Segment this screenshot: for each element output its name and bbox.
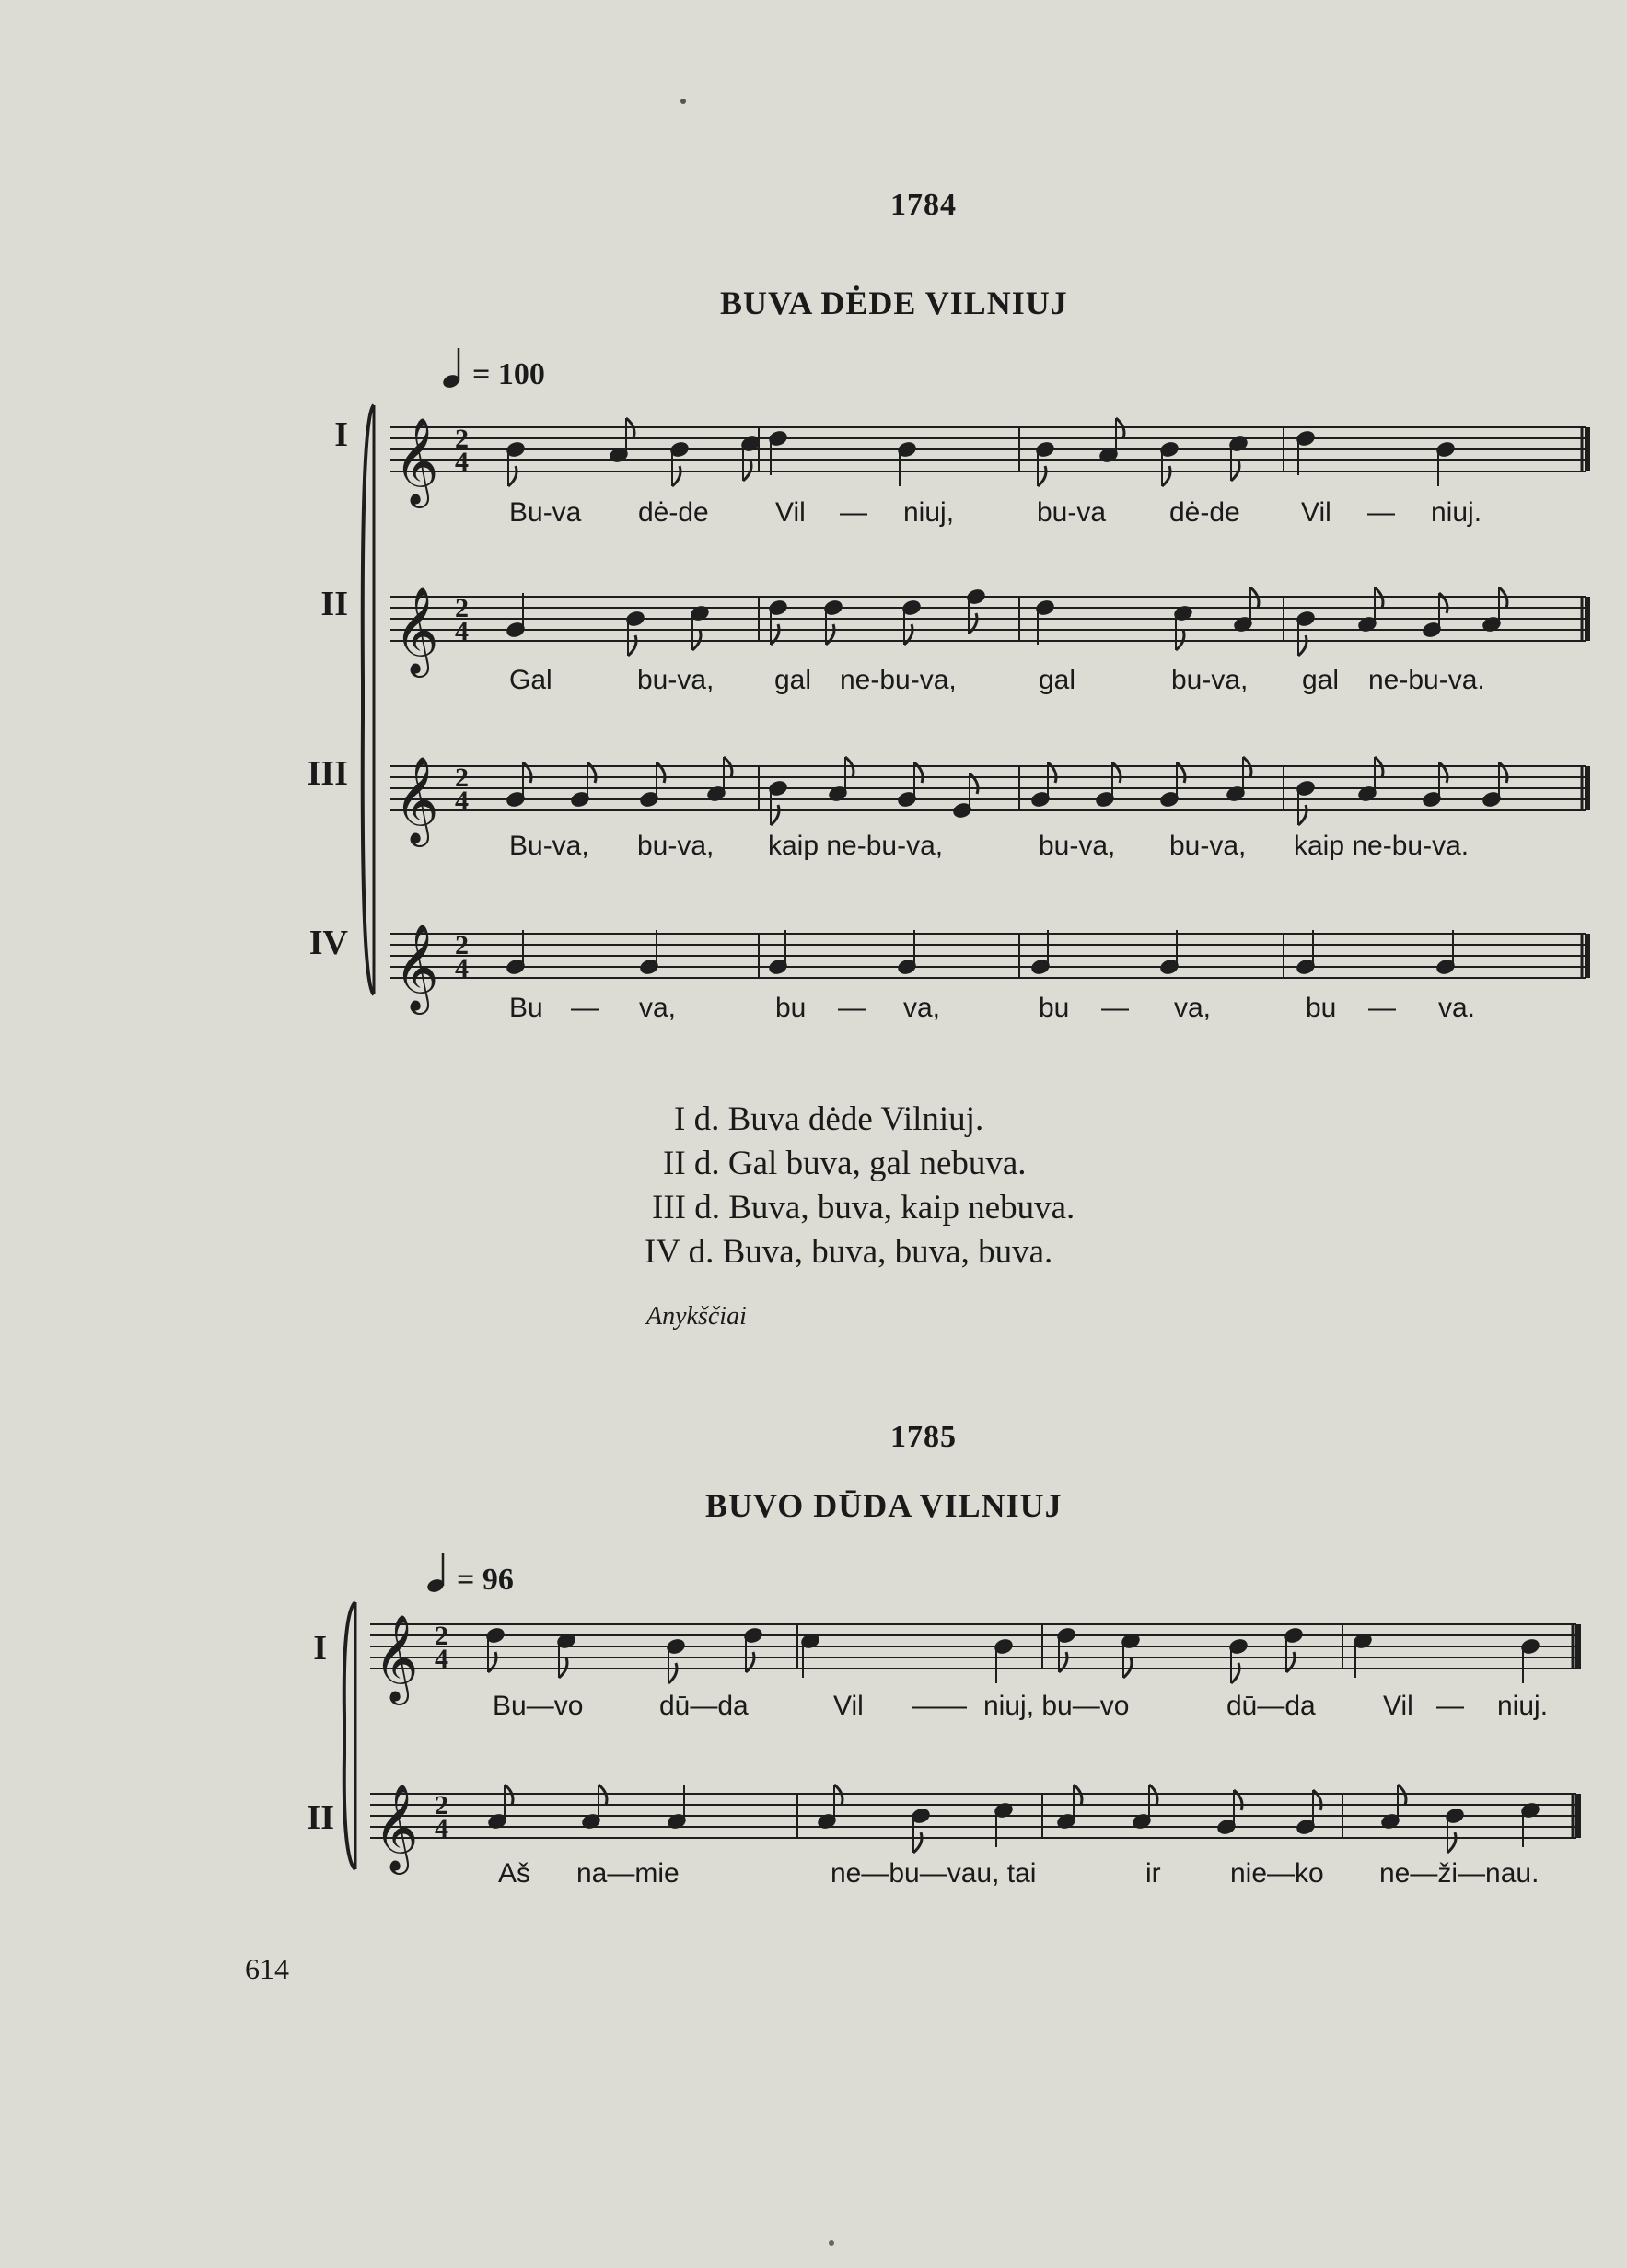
note-flag xyxy=(1298,805,1307,825)
lyric-syllable: niuj. xyxy=(1431,497,1482,528)
print-speck xyxy=(680,99,686,104)
lyric-syllable: Vil xyxy=(1301,497,1331,528)
lyric-syllable: — xyxy=(1101,993,1129,1023)
lyric-syllable: Gal xyxy=(509,665,552,695)
lyric-syllable: bu-va, xyxy=(1169,831,1247,861)
lyric-syllable: va, xyxy=(639,993,677,1023)
lyric-syllable: Aš xyxy=(498,1858,531,1889)
treble-clef-icon: 𝄞 xyxy=(374,1784,419,1871)
note-flag xyxy=(672,466,680,486)
lyric-syllable: va. xyxy=(1438,993,1476,1023)
lyric-syllable: —— xyxy=(912,1691,967,1721)
lyric-syllable: nie—ko xyxy=(1230,1858,1324,1889)
lyric-syllable: bu-va, xyxy=(637,831,715,861)
lyric-syllable: gal xyxy=(1039,665,1076,695)
lyric-syllable: Bu-va, xyxy=(509,831,589,861)
time-signature-numerator: 2 xyxy=(455,593,469,623)
treble-clef-icon: 𝄞 xyxy=(394,587,439,674)
note-flag xyxy=(668,1663,677,1683)
time-signature-numerator: 2 xyxy=(455,424,469,454)
time-signature-numerator: 2 xyxy=(455,762,469,793)
verse-line-3: III d. Buva, buva, kaip nebuva. xyxy=(652,1189,1075,1227)
lyric-syllable: dū—da xyxy=(1226,1691,1316,1721)
voice-label-1784-III: III xyxy=(307,754,348,793)
lyric-syllable: gal xyxy=(1302,665,1340,695)
voice-label-1784-I: I xyxy=(334,415,348,454)
lyric-syllable: ne-bu-va. xyxy=(1368,665,1485,695)
note-flag xyxy=(1162,466,1170,486)
lyric-syllable: bu-va, xyxy=(1171,665,1249,695)
time-signature-denominator: 4 xyxy=(435,1644,448,1674)
note-flag xyxy=(913,1832,922,1853)
lyric-syllable: — xyxy=(571,993,599,1023)
lyric-syllable: Bu-va xyxy=(509,497,582,528)
song-number-1785: 1785 xyxy=(890,1420,957,1454)
lyric-syllable: bu-va xyxy=(1037,497,1107,528)
note-flag xyxy=(771,805,779,825)
time-signature-numerator: 2 xyxy=(455,930,469,960)
lyric-syllable: — xyxy=(1436,1691,1464,1721)
lyric-syllable: bu xyxy=(1306,993,1337,1023)
lyric-syllable: niuj, bu—vo xyxy=(983,1691,1130,1721)
lyric-syllable: gal xyxy=(774,665,812,695)
treble-clef-icon: 𝄞 xyxy=(374,1614,419,1702)
lyric-syllable: Bu xyxy=(509,993,543,1023)
time-signature-numerator: 2 xyxy=(435,1790,448,1820)
voice-label-1784-II: II xyxy=(320,585,348,623)
treble-clef-icon: 𝄞 xyxy=(394,417,439,505)
lyric-syllable: bu-va, xyxy=(637,665,715,695)
time-signature-denominator: 4 xyxy=(435,1813,448,1843)
lyric-syllable: niuj, xyxy=(903,497,955,528)
note-flag xyxy=(1298,635,1307,656)
verse-line-2: II d. Gal buva, gal nebuva. xyxy=(663,1145,1027,1182)
system-bracket xyxy=(363,405,374,994)
time-signature-denominator: 4 xyxy=(455,616,469,646)
tempo-marking-1785: = 96 xyxy=(457,1563,514,1597)
treble-clef-icon: 𝄞 xyxy=(394,756,439,843)
note-flag xyxy=(628,635,636,656)
lyric-syllable: na—mie xyxy=(576,1858,680,1889)
lyric-syllable: va, xyxy=(1174,993,1212,1023)
voice-label-1785-II: II xyxy=(307,1798,334,1837)
lyric-syllable: Vil xyxy=(775,497,806,528)
lyric-syllable: ir xyxy=(1145,1858,1161,1889)
lyric-syllable: dė-de xyxy=(1169,497,1240,528)
treble-clef-icon: 𝄞 xyxy=(394,924,439,1011)
voice-label-1784-IV: IV xyxy=(308,924,348,962)
page-number: 614 xyxy=(245,1952,289,1985)
place-of-recording: Anykščiai xyxy=(646,1302,747,1331)
lyric-syllable: ne-bu-va, xyxy=(840,665,957,695)
lyric-syllable: va, xyxy=(903,993,941,1023)
note-flag xyxy=(1038,466,1046,486)
lyric-syllable: Bu—vo xyxy=(493,1691,584,1721)
time-signature-denominator: 4 xyxy=(455,785,469,816)
lyric-syllable: kaip ne-bu-va. xyxy=(1294,831,1470,861)
time-signature-denominator: 4 xyxy=(455,953,469,983)
system-bracket xyxy=(344,1602,355,1869)
lyric-syllable: Vil xyxy=(1383,1691,1413,1721)
lyric-syllable: niuj. xyxy=(1497,1691,1549,1721)
lyric-syllable: dė-de xyxy=(638,497,709,528)
lyric-syllable: bu xyxy=(1039,993,1070,1023)
lyric-syllable: — xyxy=(840,497,867,528)
note-flag xyxy=(1231,1663,1239,1683)
voice-label-1785-I: I xyxy=(313,1629,327,1668)
song-title-1784: BUVA DĖDE VILNIUJ xyxy=(720,285,1068,321)
lyric-syllable: bu-va, xyxy=(1039,831,1116,861)
note-flag xyxy=(508,466,517,486)
song-number-1784: 1784 xyxy=(890,188,957,222)
lyric-syllable: dū—da xyxy=(659,1691,749,1721)
time-signature-numerator: 2 xyxy=(435,1621,448,1651)
song-title-1785: BUVO DŪDA VILNIUJ xyxy=(705,1487,1063,1524)
tempo-marking-1784: = 100 xyxy=(472,357,545,391)
verse-line-4: IV d. Buva, buva, buva, buva. xyxy=(645,1233,1053,1271)
verse-line-1: I d. Buva dėde Vilniuj. xyxy=(674,1100,984,1138)
print-speck xyxy=(829,2240,834,2246)
lyric-syllable: bu xyxy=(775,993,807,1023)
note-flag xyxy=(1447,1832,1456,1853)
lyric-syllable: — xyxy=(1367,497,1395,528)
lyric-syllable: ne—ži—nau. xyxy=(1379,1858,1540,1889)
time-signature-denominator: 4 xyxy=(455,447,469,477)
lyric-syllable: — xyxy=(1368,993,1396,1023)
lyric-syllable: Vil xyxy=(833,1691,864,1721)
lyric-syllable: kaip ne-bu-va, xyxy=(768,831,944,861)
lyric-syllable: — xyxy=(838,993,866,1023)
lyric-syllable: ne—bu—vau, tai xyxy=(831,1858,1037,1889)
